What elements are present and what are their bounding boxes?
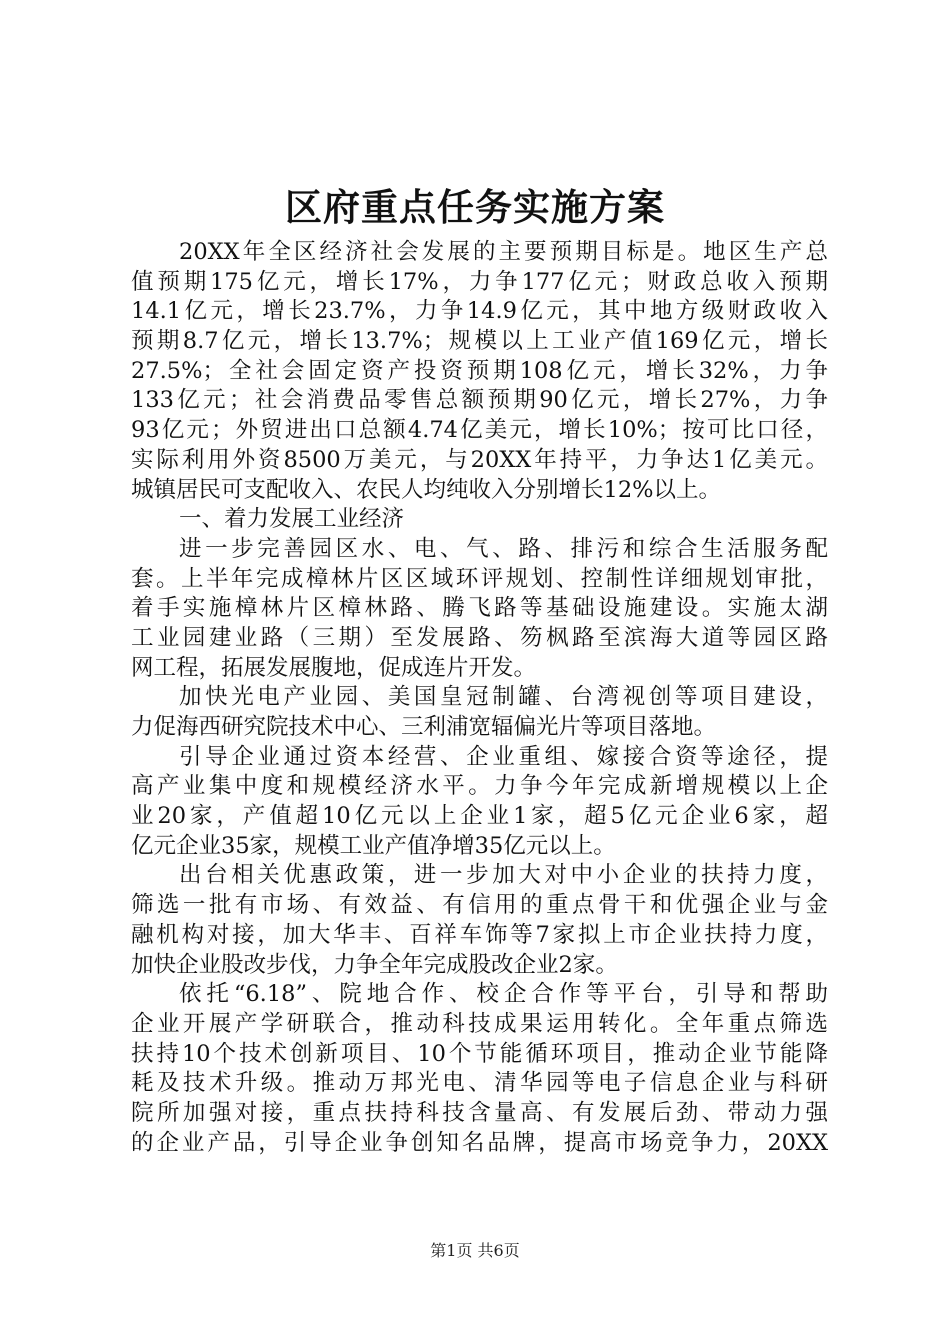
text-line: 网工程，拓展发展腹地，促成连片开发。 xyxy=(131,654,537,681)
text-line: 扶持10个技术创新项目、10个节能循环项目，推动企业节能降 xyxy=(131,1040,828,1067)
text-line: 加快光电产业园、美国皇冠制罐、台湾视创等项目建设， xyxy=(179,684,828,711)
document-body xyxy=(131,238,828,1158)
text-line: 业20家，产值超10亿元以上企业1家，超5亿元企业6家，超 xyxy=(131,803,828,830)
text-line: 出台相关优惠政策，进一步加大对中小企业的扶持力度， xyxy=(179,862,828,889)
text-line: 工业园建业路（三期）至发展路、笏枫路至滨海大道等园区路 xyxy=(131,624,828,651)
text-line: 27.5%；全社会固定资产投资预期108亿元，增长32%，力争 xyxy=(131,357,828,384)
text-line: 加快企业股改步伐，力争全年完成股改企业2家。 xyxy=(131,951,618,978)
text-line: 20XX年全区经济社会发展的主要预期目标是。地区生产总 xyxy=(179,239,828,265)
text-line: 着手实施樟林片区樟林路、腾飞路等基础设施建设。实施太湖 xyxy=(131,595,828,622)
text-line: 亿元企业35家，规模工业产值净增35亿元以上。 xyxy=(131,832,616,859)
text-line: 预期8.7亿元，增长13.7%；规模以上工业产值169亿元，增长 xyxy=(131,328,828,355)
text-line: 进一步完善园区水、电、气、路、排污和综合生活服务配 xyxy=(179,535,828,562)
text-line: 筛选一批有市场、有效益、有信用的重点骨干和优强企业与金 xyxy=(131,892,828,919)
text-line: 依托“6.18”、院地合作、校企合作等平台，引导和帮助 xyxy=(179,981,828,1008)
page-footer: 第1页 共6页 xyxy=(430,1241,520,1260)
text-line: 的企业产品，引导企业争创知名品牌，提高市场竞争力，20XX xyxy=(131,1129,828,1156)
text-line: 值预期175亿元，增长17%，力争177亿元；财政总收入预期 xyxy=(131,268,828,295)
text-line: 套。上半年完成樟林片区区域环评规划、控制性详细规划审批， xyxy=(131,565,828,592)
text-line: 实际利用外资8500万美元，与20XX年持平，力争达1亿美元。 xyxy=(131,446,828,473)
text-line: 耗及技术升级。推动万邦光电、清华园等电子信息企业与科研 xyxy=(131,1070,828,1097)
text-line: 院所加强对接，重点扶持科技含量高、有发展后劲、带动力强 xyxy=(131,1099,828,1126)
text-line: 133亿元；社会消费品零售总额预期90亿元，增长27%，力争 xyxy=(131,387,828,414)
text-line: 引导企业通过资本经营、企业重组、嫁接合资等途径，提 xyxy=(179,743,828,770)
text-line: 力促海西研究院技术中心、三利浦宽辐偏光片等项目落地。 xyxy=(131,714,717,740)
text-line: 一、着力发展工业经济 xyxy=(179,506,405,533)
text-line: 企业开展产学研联合，推动科技成果运用转化。全年重点筛选 xyxy=(131,1010,828,1037)
text-line: 城镇居民可支配收入、农民人均纯收入分别增长12%以上。 xyxy=(131,476,722,503)
text-line: 融机构对接，加大华丰、百祥车饰等7家拟上市企业扶持力度， xyxy=(131,921,828,948)
text-line: 93亿元；外贸进出口总额4.74亿美元，增长10%；按可比口径， xyxy=(131,417,828,444)
text-line: 高产业集中度和规模经济水平。力争今年完成新增规模以上企 xyxy=(131,773,828,800)
document-title: 区府重点任务实施方案 xyxy=(285,186,665,229)
text-line: 14.1亿元，增长23.7%，力争14.9亿元，其中地方级财政收入 xyxy=(131,298,828,325)
